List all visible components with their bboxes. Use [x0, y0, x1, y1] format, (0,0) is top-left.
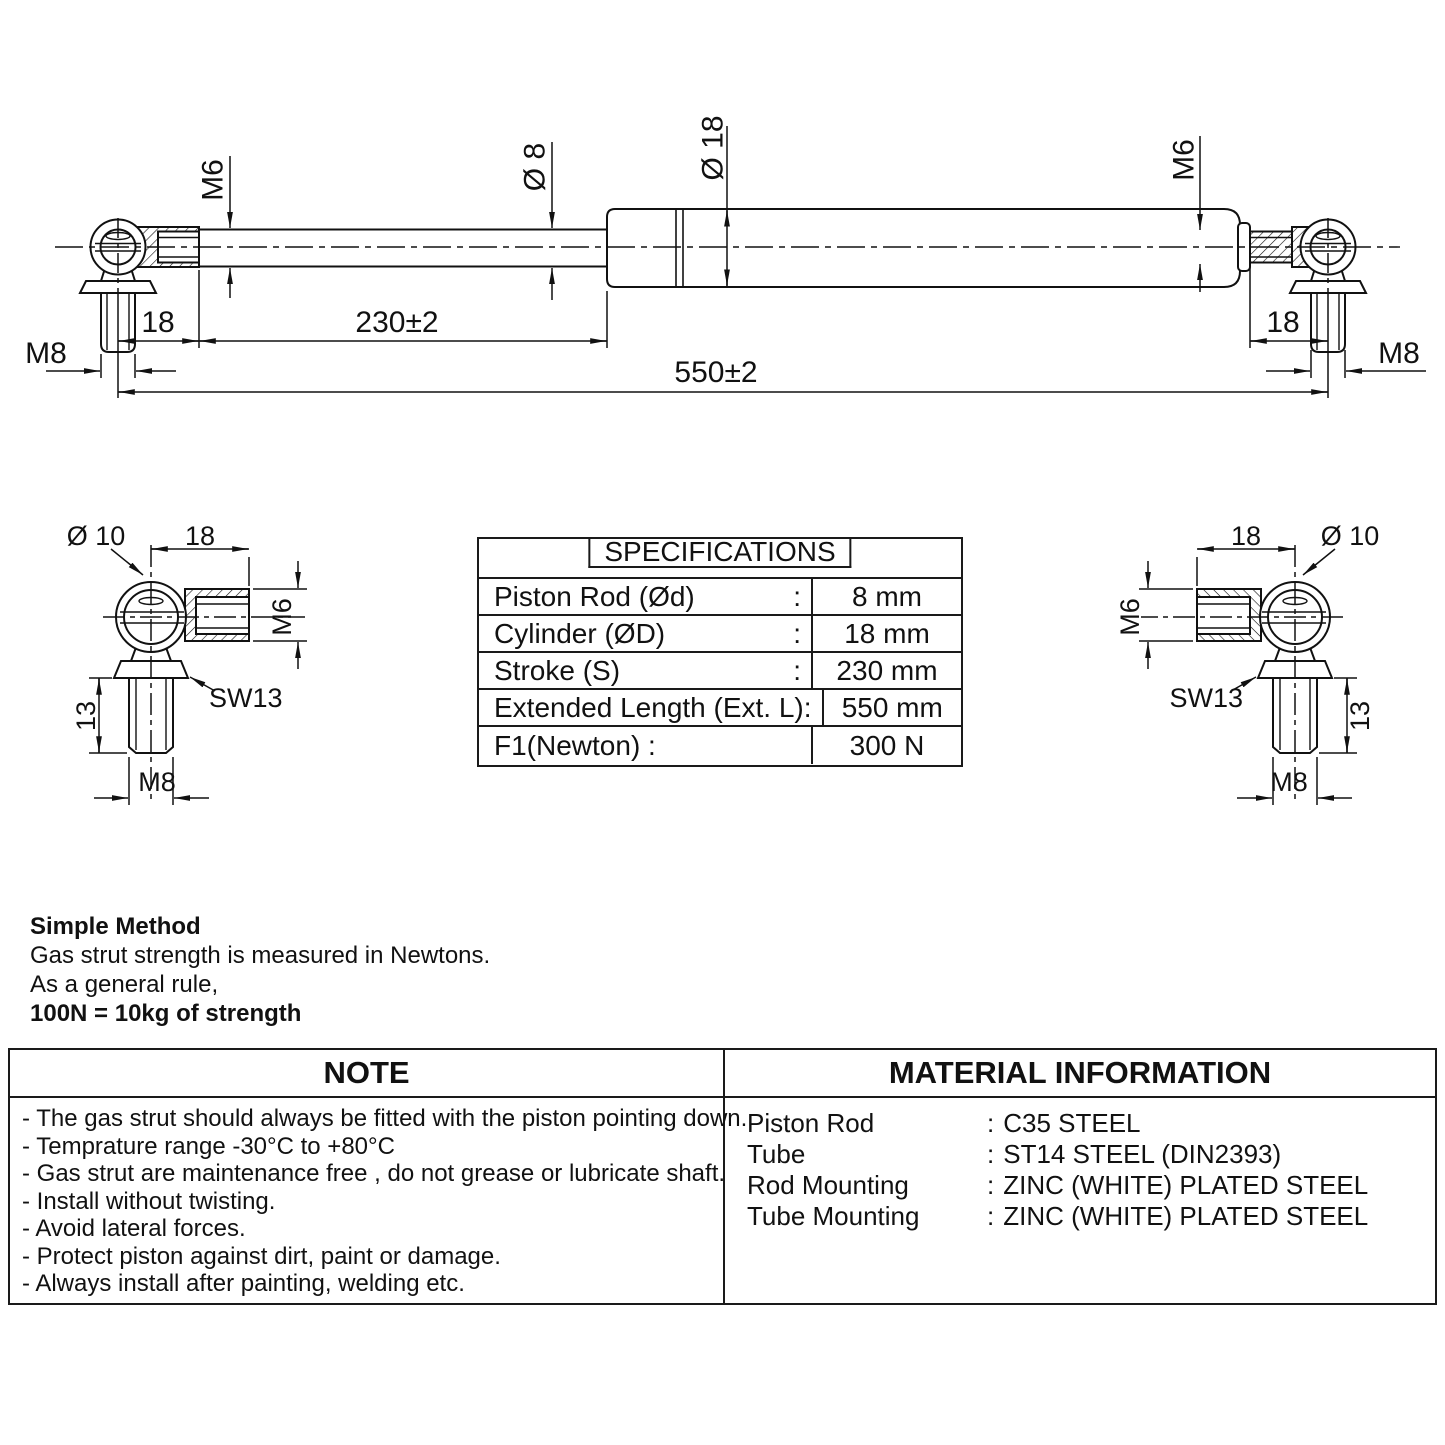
spec-value: 230 mm	[811, 653, 961, 688]
label-total-dim: 550±2	[674, 356, 758, 389]
spec-value: 8 mm	[811, 579, 961, 614]
piston-rod	[199, 230, 607, 267]
label-m6-detail-left: M6	[267, 598, 297, 636]
material-colon: :	[987, 1170, 995, 1200]
simple-method-title: Simple Method	[30, 913, 201, 940]
material-row-tube	[747, 1139, 1435, 1170]
spec-colon: :	[793, 580, 801, 612]
label-m8-left: M8	[25, 337, 67, 370]
specifications-table	[477, 537, 963, 767]
label-m6-right: M6	[1167, 139, 1201, 181]
material-colon: :	[987, 1201, 995, 1231]
simple-method-line1: Gas strut strength is measured in Newtons.	[30, 942, 491, 969]
note-header: NOTE	[10, 1050, 725, 1098]
label-m6-left: M6	[196, 159, 230, 201]
material-colon: :	[987, 1108, 995, 1138]
simple-method-block	[30, 912, 490, 1028]
material-row-tube-mounting	[747, 1201, 1435, 1232]
material-value: C35 STEEL	[1003, 1108, 1141, 1138]
material-value: ZINC (WHITE) PLATED STEEL	[1003, 1201, 1369, 1231]
spec-title-row	[479, 536, 961, 579]
label-18-left: 18	[141, 306, 175, 339]
spec-label: Piston Rod (Ød)	[494, 580, 695, 612]
simple-method-line3: 100N = 10kg of strength	[30, 1000, 302, 1027]
note-item: - The gas strut should always be fitted with the piston pointing down.	[22, 1105, 748, 1132]
spec-value: 550 mm	[822, 690, 961, 725]
spec-row-piston-rod	[479, 579, 961, 616]
material-label: Tube Mounting	[747, 1201, 920, 1231]
material-list	[725, 1098, 1435, 1303]
spec-colon: :	[803, 691, 812, 723]
spec-row-extended-length	[479, 690, 961, 727]
end-fitting-detail	[89, 545, 307, 805]
label-13-right: 13	[1345, 700, 1375, 732]
detail-labels-right	[1115, 521, 1379, 797]
note-item: - Temprature range -30°C to +80°C	[22, 1132, 395, 1160]
strut-side-view	[137, 209, 1330, 287]
spec-label: Stroke (S)	[494, 654, 621, 686]
label-18-detail-right: 18	[1230, 521, 1262, 551]
label-sw13-left: SW13	[209, 683, 283, 713]
label-m8-detail-right: M8	[1270, 767, 1308, 797]
spec-row-stroke	[479, 653, 961, 690]
label-18-right: 18	[1266, 306, 1300, 339]
note-item: - Install without twisting.	[22, 1187, 276, 1215]
spec-title: SPECIFICATIONS	[588, 539, 851, 568]
label-13-left: 13	[71, 700, 101, 732]
material-label: Piston Rod	[747, 1108, 875, 1138]
material-header: MATERIAL INFORMATION	[725, 1050, 1435, 1098]
material-label: Tube	[747, 1139, 806, 1169]
note-item: - Avoid lateral forces.	[22, 1215, 246, 1242]
label-m8-detail-left: M8	[138, 767, 176, 797]
material-row-rod-mounting	[747, 1170, 1435, 1201]
material-value: ST14 STEEL (DIN2393)	[1003, 1139, 1282, 1169]
label-d10-right: Ø 10	[1320, 521, 1380, 551]
spec-label: Cylinder (ØD)	[494, 617, 666, 649]
note-item: - Always install after painting, welding etc.	[22, 1270, 465, 1297]
cylinder-tube	[607, 209, 1240, 287]
note-list	[10, 1098, 748, 1303]
end-fitting-detail-right	[1139, 545, 1357, 805]
material-colon: :	[987, 1139, 995, 1169]
spec-colon: :	[793, 654, 801, 686]
label-sw13-right: SW13	[1169, 683, 1243, 713]
note-item: - Gas strut are maintenance free , do not grease or lubricate shaft.	[22, 1160, 726, 1187]
spec-row-cylinder	[479, 616, 961, 653]
simple-method-line2: As a general rule,	[30, 971, 219, 998]
label-d8: Ø 8	[518, 142, 552, 192]
spec-value: 300 N	[811, 727, 961, 764]
label-d18: Ø 18	[696, 115, 730, 181]
spec-colon: :	[793, 617, 801, 649]
label-stroke-dim: 230±2	[355, 306, 439, 339]
material-value: ZINC (WHITE) PLATED STEEL	[1003, 1170, 1369, 1200]
label-m8-right: M8	[1378, 337, 1420, 370]
material-label: Rod Mounting	[747, 1170, 909, 1200]
spec-row-f1-newton	[479, 727, 961, 764]
note-material-table	[8, 1048, 1437, 1305]
label-18-detail-left: 18	[184, 521, 216, 551]
detail-labels-left	[67, 521, 297, 797]
label-m6-detail-right: M6	[1115, 598, 1145, 636]
material-row-piston-rod	[747, 1108, 1435, 1139]
label-d10-left: Ø 10	[66, 521, 126, 551]
note-item: - Protect piston against dirt, paint or damage.	[22, 1242, 501, 1270]
spec-label: F1(Newton) :	[494, 729, 656, 761]
spec-value: 18 mm	[811, 616, 961, 651]
spec-label: Extended Length (Ext. L)	[494, 691, 804, 723]
